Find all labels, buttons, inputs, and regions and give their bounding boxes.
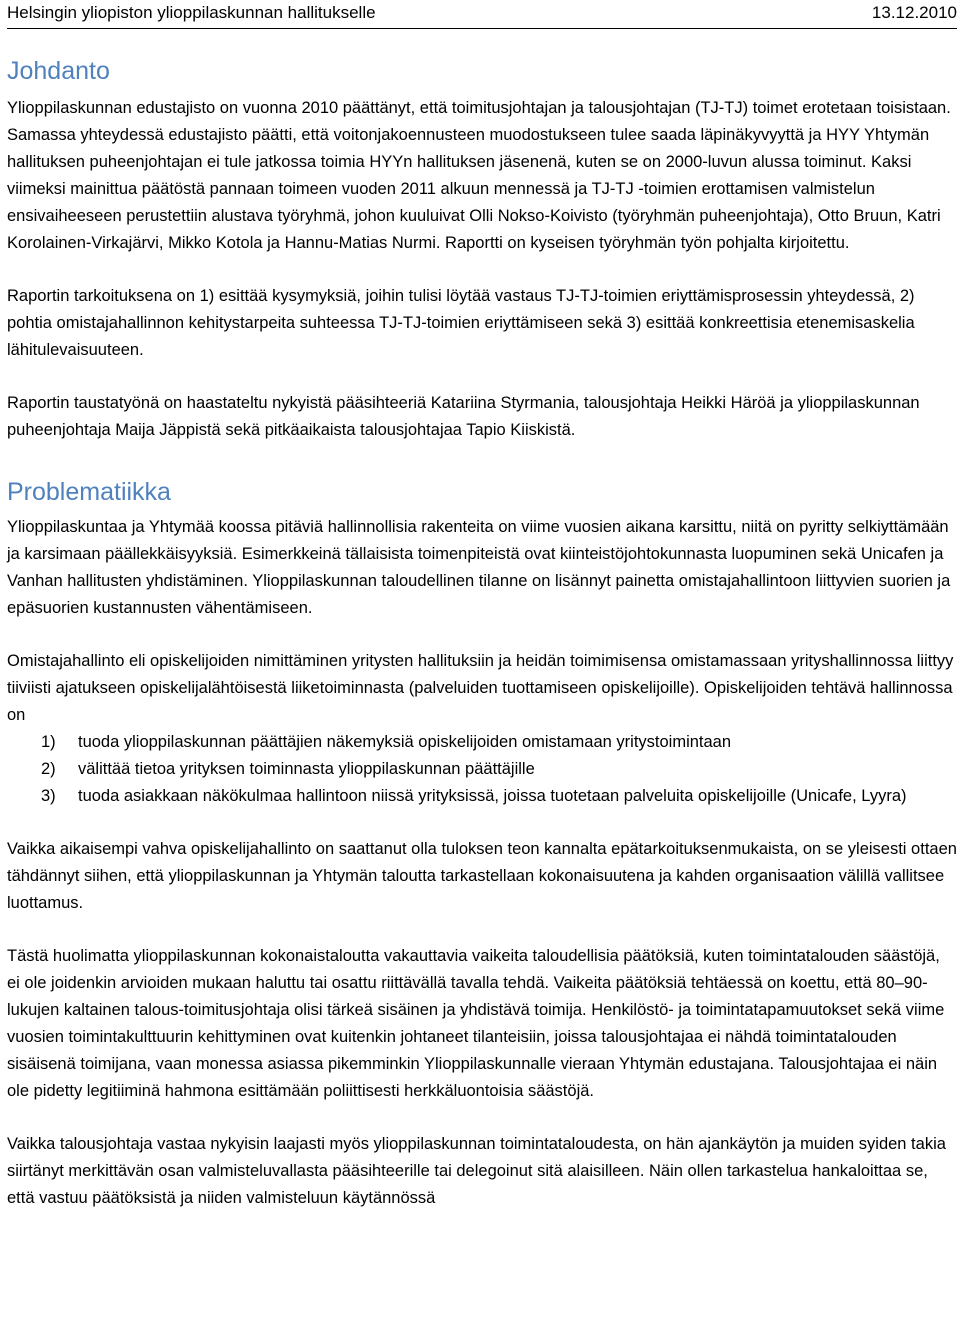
paragraph: Ylioppilaskunnan edustajisto on vuonna 2010 päättänyt, että toimitusjohtajan ja talousjohtajan (TJ-TJ) toimet erotetaan toisistaan. Samassa yhteydessä edustajisto päätti, että voitonjakoennusteen muodostukseen tulee saada läpinäkyvyyttä ja HYY Yhtymän hallituksen puheenjohtajan ei tule jatkossa toimia HYYn hallituksen jäsenenä, kuten se on 2000-luvun alussa toiminut. Kaksi viimeksi mainittua päätöstä pannaan toimeen vuoden 2011 alkuun mennessä ja TJ-TJ -toimien erottamisen valmistelun ensivaiheeseen perustettiin alustava työryhmä, johon kuuluivat Olli Nokso-Koivisto (työryhmän puheenjohtaja), Otto Bruun, Katri Korolainen-Virkajärvi, Mikko Kotola ja Hannu-Matias Nurmi. Raportti on kyseisen työryhmän työn pohjalta kirjoitettu. [7,99,951,252]
header-recipient: Helsingin yliopiston ylioppilaskunnan hallitukselle [7,3,376,22]
paragraph: Omistajahallinto eli opiskelijoiden nimittäminen yritysten hallituksiin ja heidän toimimisensa omistamassaan yrityshallinnossa liittyy tiiviisti ajatukseen opiskelijalähtöisestä liiketoiminnasta (palveluiden tuottamiseen opiskelijoille). Opiskelijoiden tehtävä hallinnossa on [7,652,954,724]
document-page [7,0,957,1238]
list-number: 1) [41,733,56,751]
list-item [7,756,957,783]
list-item-text: tuoda ylioppilaskunnan päättäjien näkemyksiä opiskelijoiden omistamaan yritystoimintaan [78,733,732,751]
paragraph: Vaikka talousjohtaja vastaa nykyisin laajasti myös ylioppilaskunnan toimintataloudesta, on hän ajankäytön ja muiden syiden takia siirtänyt merkittävän osan valmisteluvallasta pääsihteerille tai delegoinut sitä alaisilleen. Näin ollen tarkastelua hankaloittaa se, että vastuu päätöksistä ja niiden valmisteluun käytännössä [7,1135,946,1207]
list-item [7,783,957,810]
list-number: 3) [41,787,56,805]
numbered-list [7,729,957,810]
paragraph: Tästä huolimatta ylioppilaskunnan kokonaistaloutta vakauttavia vaikeita taloudellisia päätöksiä, kuten toimintatalouden säästöjä, ei ole joidenkin arvioiden mukaan haluttu tai osattu riittävällä tavalla tehdä. Vaikeita päätöksiä tehtäessä on koettu, että 80–90-lukujen kaltainen talous-toimitusjohtaja olisi tärkeä sisäinen ja yhdistävä toimija. Henkilöstö- ja toimintatapamuutokset sekä viime vuosien toimintakulttuurin kehittyminen ovat kuitenkin johtaneet tilanteisiin, joissa talousjohtajaa ei nähdä toimintatalouden sisäisenä toimijana, vaan monessa asiassa pikemminkin Ylioppilaskunnalle vieraan Yhtymän edustajana. Talousjohtajaa ei näin ole pidetty legitiiminä hahmona esittämään poliittisesti herkkäluontoisia säästöjä. [7,947,945,1100]
page-header [7,0,957,29]
list-number: 2) [41,760,56,778]
paragraph: Vaikka aikaisempi vahva opiskelijahallinto on saattanut olla tuloksen teon kannalta epätarkoituksenmukaista, on se yleisesti ottaen tähdännyt siihen, että ylioppilaskunnan ja Yhtymän taloutta tarkastellaan kokonaisuutena ja kahden organisaation välillä vallitsee luottamus. [7,840,957,912]
list-item [7,729,957,756]
list-item-text: välittää tietoa yrityksen toiminnasta ylioppilaskunnan päättäjille [78,760,535,778]
paragraph: Raportin tarkoituksena on 1) esittää kysymyksiä, joihin tulisi löytää vastaus TJ-TJ-toimien eriyttämisprosessin yhteydessä, 2) pohtia omistajahallinnon kehitystarpeita suhteessa TJ-TJ-toimien eriyttämiseen sekä 3) esittää konkreettisia etenemisaskelia lähitulevaisuuteen. [7,287,915,359]
paragraph: Raportin taustatyönä on haastateltu nykyistä pääsihteeriä Katariina Styrmania, talousjohtaja Heikki Häröä ja ylioppilaskunnan puheenjohtaja Maija Jäppistä sekä pitkäaikaista talousjohtajaa Tapio Kiiskistä. [7,394,920,439]
heading-johdanto: Johdanto [7,57,110,85]
heading-problematiikka: Problematiikka [7,478,171,506]
header-date: 13.12.2010 [871,3,957,22]
paragraph: Ylioppilaskuntaa ja Yhtymää koossa pitäviä hallinnollisia rakenteita on viime vuosien aikana karsittu, niitä on pyritty selkiyttämään ja karsimaan päällekkäisyyksiä. Esimerkkeinä tällaisista toimenpiteistä ovat kiinteistöjohtokunnasta luopuminen sekä Unicafen ja Vanhan hallitusten yhdistäminen. Ylioppilaskunnan taloudellinen tilanne on lisännyt painetta omistajahallintoon liittyvien suorien ja epäsuorien kustannusten vähentämiseen. [7,518,951,617]
list-item-text: tuoda asiakkaan näkökulmaa hallintoon niissä yrityksissä, joissa tuotetaan palveluita opiskelijoille (Unicafe, Lyyra) [78,787,907,805]
